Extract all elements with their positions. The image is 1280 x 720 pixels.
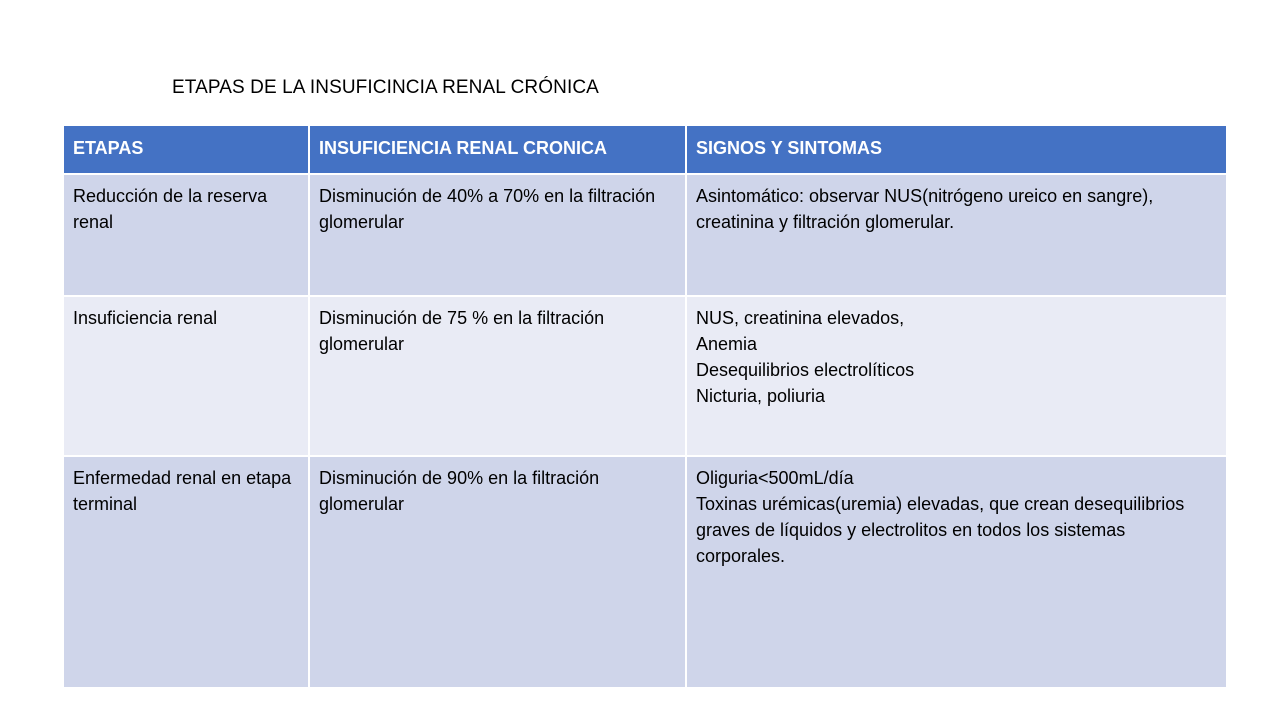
stage-cell: Reducción de la reserva renal <box>63 174 309 296</box>
header-etapas: ETAPAS <box>63 125 309 174</box>
sign-line: Toxinas urémicas(uremia) elevadas, que crean desequilibrios graves de líquidos y electrolitos en todos los sistemas corporales. <box>696 494 1185 566</box>
table-row <box>63 296 1227 456</box>
signs-cell <box>686 296 1227 456</box>
insufficiency-cell: Disminución de 75 % en la filtración glomerular <box>309 296 686 456</box>
table-row <box>63 174 1227 296</box>
stages-table <box>62 124 1228 689</box>
insufficiency-cell: Disminución de 90% en la filtración glomerular <box>309 456 686 688</box>
signs-cell <box>686 174 1227 296</box>
sign-line: Anemia <box>696 334 758 354</box>
sign-line: Desequilibrios electrolíticos <box>696 360 915 380</box>
sign-line: Nicturia, poliuria <box>696 386 826 406</box>
header-row <box>63 125 1227 174</box>
sign-line: Asintomático: observar NUS(nitrógeno ureico en sangre), creatinina y filtración glomerular. <box>696 186 1154 232</box>
header-signos: SIGNOS Y SINTOMAS <box>686 125 1227 174</box>
header-insuficiencia: INSUFICIENCIA RENAL CRONICA <box>309 125 686 174</box>
insufficiency-cell: Disminución de 40% a 70% en la filtración glomerular <box>309 174 686 296</box>
table-row <box>63 456 1227 688</box>
signs-cell <box>686 456 1227 688</box>
sign-line: NUS, creatinina elevados, <box>696 308 905 328</box>
stage-cell: Insuficiencia renal <box>63 296 309 456</box>
stage-cell: Enfermedad renal en etapa terminal <box>63 456 309 688</box>
slide-title: ETAPAS DE LA INSUFICINCIA RENAL CRÓNICA <box>172 77 599 98</box>
sign-line: Oliguria<500mL/día <box>696 468 854 488</box>
